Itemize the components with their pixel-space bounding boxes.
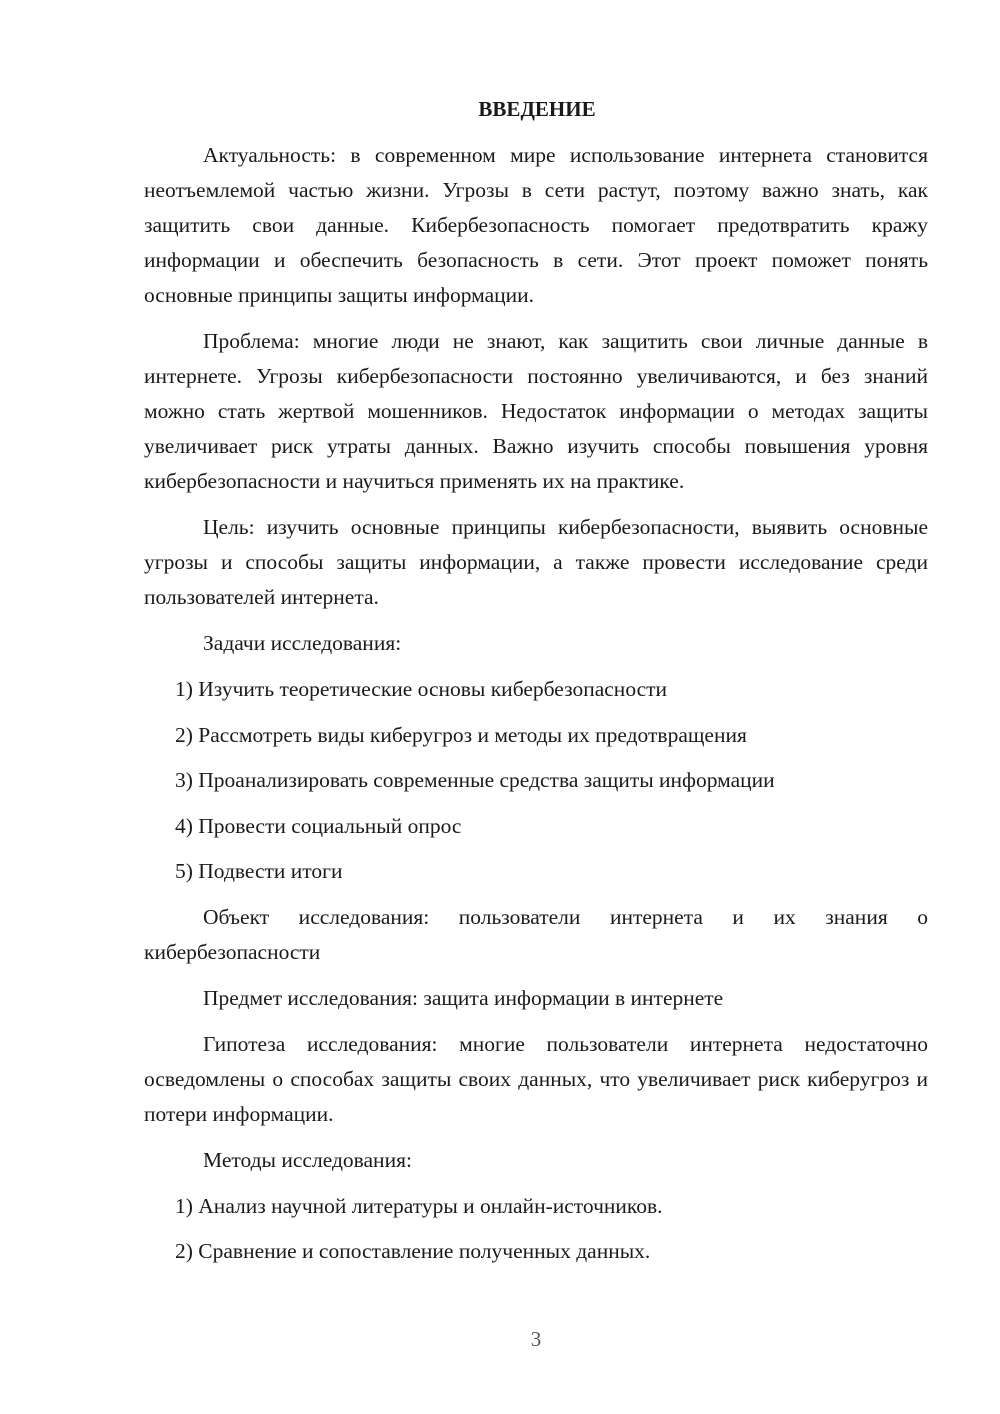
task-item-5: 5) Подвести итоги [175, 859, 343, 883]
relevance-paragraph: Актуальность: в современном мире использование интернета становится неотъемлемой частью жизни. Угрозы в сети растут, поэтому важно знать, как защитить свои данные. Кибербезопасность помогает предотвратить кражу информации и обеспечить безопасность в сети. Этот проект поможет понять основные принципы защиты информации. [144, 143, 928, 307]
task-item-2: 2) Рассмотреть виды киберугроз и методы их предотвращения [175, 722, 747, 747]
method-item-1: 1) Анализ научной литературы и онлайн-источников. [175, 1193, 663, 1218]
methods-heading: Методы исследования: [203, 1147, 412, 1172]
hypothesis-paragraph: Гипотеза исследования: многие пользователи интернета недостаточно осведомлены о способах защиты своих данных, что увеличивает риск киберугроз и потери информации. [144, 1031, 928, 1126]
document-page [144, 92, 928, 1280]
method-item-2: 2) Сравнение и сопоставление полученных данных. [175, 1239, 651, 1263]
section-title: ВВЕДЕНИЕ [478, 97, 596, 121]
goal-paragraph: Цель: изучить основные принципы кибербезопасности, выявить основные угрозы и способы защиты информации, а также провести исследование среди пользователей интернета. [144, 515, 928, 609]
subject-paragraph: Предмет исследования: защита информации в интернете [203, 985, 724, 1010]
task-item-3: 3) Проанализировать современные средства защиты информации [175, 768, 775, 792]
problem-paragraph: Проблема: многие люди не знают, как защитить свои личные данные в интернете. Угрозы кибербезопасности постоянно увеличиваются, и без знаний можно стать жертвой мошенников. Недостаток информации о методах защиты увеличивает риск утраты данных. Важно изучить способы повышения уровня кибербезопасности и научиться применять их на практике. [144, 329, 928, 493]
task-item-1: 1) Изучить теоретические основы кибербезопасности [175, 677, 668, 701]
object-paragraph: Объект исследования: пользователи интернета и их знания о кибербезопасности [144, 904, 928, 964]
task-item-4: 4) Провести социальный опрос [175, 813, 462, 838]
tasks-heading: Задачи исследования: [203, 631, 402, 655]
page-number: 3 [530, 1327, 542, 1351]
